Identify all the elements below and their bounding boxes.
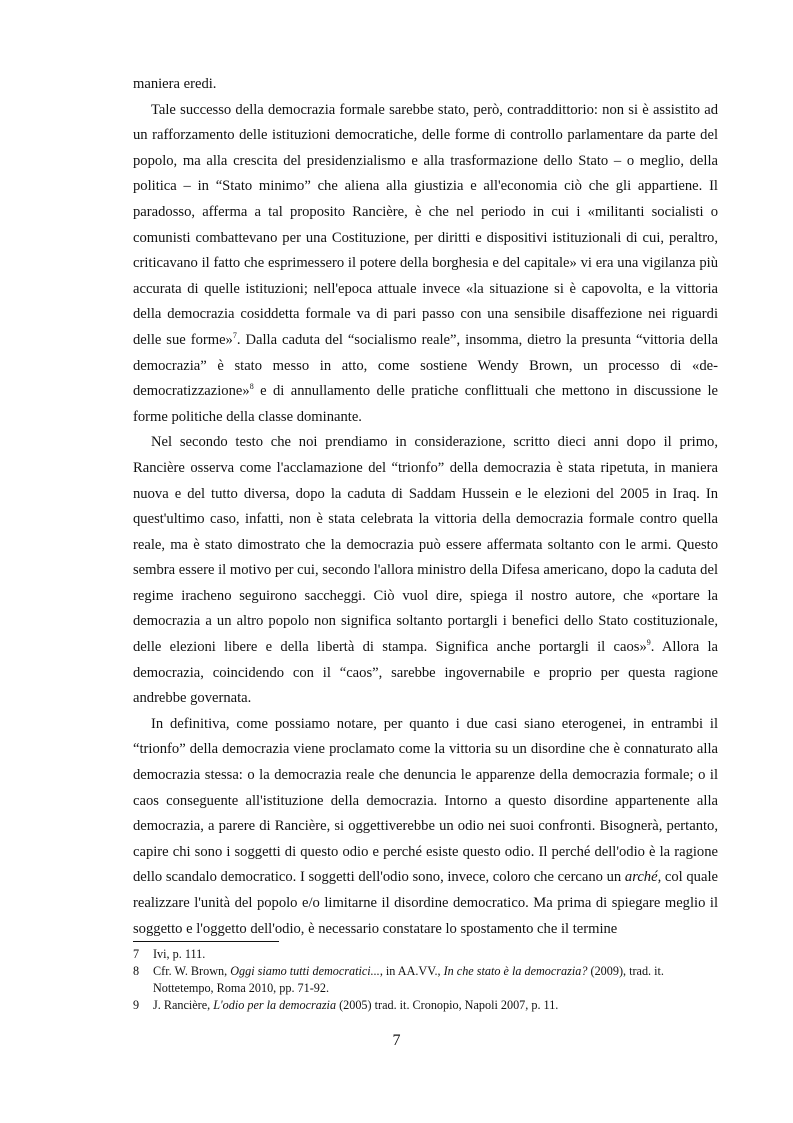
page-content bbox=[133, 72, 718, 942]
italic-text: In che stato è la democrazia? bbox=[443, 964, 588, 978]
text-run: J. Rancière, bbox=[153, 998, 214, 1012]
footnote-number: 8 bbox=[133, 964, 140, 978]
footnote-number: 7 bbox=[133, 947, 140, 961]
footnote-text bbox=[153, 946, 718, 963]
footnote-separator bbox=[133, 941, 279, 942]
text-run: maniera eredi. bbox=[133, 76, 217, 92]
text-run: In definitiva, come possiamo notare, per quanto i due casi siano eterogenei, in entrambi il “trionfo” della democrazia viene proclamato come la vittoria su un disordine che è connaturato alla democrazia stessa: o la democrazia reale che denuncia le apparenze della democrazia formale; o il caos conseguente all'istituzione della democrazia. Intorno a questo disordine appartenente alla democrazia, a parere di Rancière, si oggettiverebbe un odio nei suoi confronti. Bisognerà, pertanto, capire chi sono i soggetti di questo odio e perché esiste questo odio. Il perché dell'odio è la ragione dello scandalo democratico. I soggetti dell'odio sono, invece, coloro che cercano un bbox=[133, 715, 718, 886]
text-run: Nel secondo testo che noi prendiamo in considerazione, scritto dieci anni dopo il primo, Rancière osserva come l'acclamazione del “trionfo” della democrazia è stata ripetuta, in maniera nuova e del tutto diversa, dopo la caduta di Saddam Hussein e le elezioni del 2005 in Iraq. In quest'ultimo caso, infatti, non è stata celebrata la vittoria della democrazia formale contro quella reale, ma è stato dimostrato che la democrazia può essere affermata soltanto con le armi. Questo sembra essere il motivo per cui, secondo l'allora ministro della Difesa americano, dopo la caduta del regime iracheno seguirono saccheggi. Ciò vuol dire, spiega il nostro autore, che «portare la democrazia a un altro popolo non significa soltanto portargli i benefici dello Stato costituzionale, delle elezioni libere e della libertà di stampa. Significa anche portargli il caos» bbox=[133, 434, 718, 656]
text-run: . Dalla caduta del “socialismo reale”, insomma, dietro la presunta “vittoria della democrazia” è stato messo in atto, come sostiene Wendy Brown, un processo di «de-democratizzazione» bbox=[133, 331, 718, 400]
footnote bbox=[133, 997, 718, 1014]
text-run: Ivi, p. 111. bbox=[153, 947, 206, 961]
footnotes bbox=[133, 946, 718, 1014]
paragraph-continuation bbox=[133, 72, 718, 98]
footnote-ref: 9 bbox=[646, 638, 651, 648]
paragraph bbox=[133, 430, 718, 712]
italic-text: L'odio per la democrazia bbox=[213, 998, 337, 1012]
paragraph bbox=[133, 98, 718, 431]
text-run: Cfr. W. Brown, bbox=[153, 964, 231, 978]
footnote-number: 9 bbox=[133, 998, 140, 1012]
page-number: 7 bbox=[392, 1032, 401, 1049]
footnote-ref: 8 bbox=[249, 382, 254, 392]
text-run: e di annullamento delle pratiche conflittuali che mettono in discussione le forme politiche della classe dominante. bbox=[133, 383, 718, 425]
footnote-ref: 7 bbox=[232, 330, 237, 340]
text-run: (2005) trad. it. Cronopio, Napoli 2007, p. 11. bbox=[336, 998, 559, 1012]
italic-text: Oggi siamo tutti democratici... bbox=[230, 964, 380, 978]
text-run: col quale realizzare l'unità del popolo e/o limitarne il disordine democratico. Ma prima di spiegare meglio il soggetto e l'oggetto dell'odio, è necessario constatare lo spostamento che il termine bbox=[133, 869, 718, 937]
body-text bbox=[133, 72, 718, 942]
text-run: . Allora la democrazia, coincidendo con il “caos”, sarebbe ingovernabile e proprio per questa ragione andrebbe governata. bbox=[133, 639, 718, 707]
footnote bbox=[133, 946, 718, 963]
text-run: , in AA.VV., bbox=[379, 964, 444, 978]
footnote-text bbox=[153, 997, 718, 1014]
text-run: Tale successo della democrazia formale sarebbe stato, però, contraddittorio: non si è assistito ad un rafforzamento delle istituzioni democratiche, delle forme di controllo parlamentare da parte del popolo, ma alla crescita del presidenzialismo e alla trasformazione dello Stato – o meglio, della politica – in “Stato minimo” che aliena alla giustizia e all'economia ciò che gli appartiene. Il paradosso, afferma a tal proposito Rancière, è che nel periodo in cui i «militanti socialisti o comunisti combattevano per una Costituzione, per diritti e dispositivi istituzionali di cui, peraltro, criticavano il fatto che esprimessero il potere della borghesia e del capitale» vi era una vigilanza più accurata di quelle istituzioni; nell'epoca attuale invece «la situazione si è capovolta, e la vittoria della democrazia cosiddetta formale va di pari passo con una sensibile disaffezione nei riguardi delle sue forme» bbox=[133, 101, 718, 348]
text-run: (2009), trad. it. Nottetempo, Roma 2010, pp. 71-92. bbox=[153, 964, 664, 995]
paragraph bbox=[133, 712, 718, 942]
footnote-text bbox=[153, 963, 718, 997]
italic-text: arché, bbox=[624, 869, 662, 886]
footnote bbox=[133, 963, 718, 997]
